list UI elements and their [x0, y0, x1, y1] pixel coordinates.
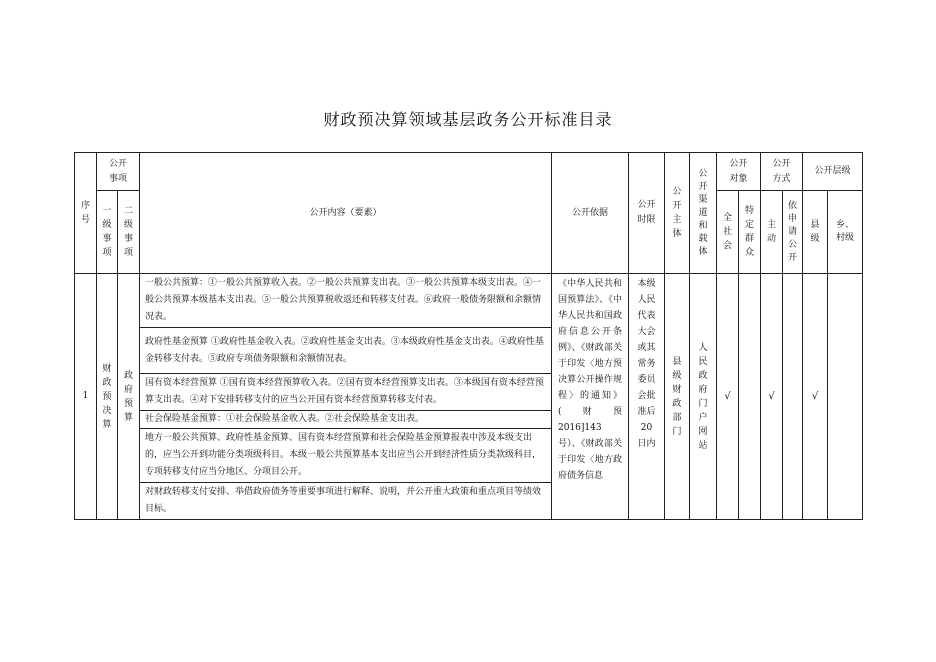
header-basis: 公开依据 [552, 153, 629, 274]
content-item: 一般公共预算：①一般公共预算收入表。②一般公共预算支出表。③一般公共预算本级支出表。④一般公共预算本级基本支出表。⑤一般公共预算税收返还和转移支付表。⑥政府一般债务限额和余额情况表。 [140, 274, 552, 328]
row-basis: 《中华人民共和国预算法》、《中华人民共和国政府信息公开条例》、《财政部关于印发〈地方预决算公开操作规程〉的通知》(财预 2016]143号）、《财政部关于印发〈地方政府债务信息 [552, 274, 629, 520]
header-subject: 公开主体 [665, 153, 690, 274]
disclosure-catalog-table [74, 152, 863, 520]
header-matter: 公开事项 [97, 153, 140, 191]
row-level-county: √ [803, 274, 828, 520]
row-level1: 财政预决算 [97, 274, 118, 520]
row-level-township [828, 274, 863, 520]
header-time-limit: 公开时限 [629, 153, 665, 274]
header-method-active: 主动 [761, 191, 783, 274]
row-seq: 1 [75, 274, 97, 520]
header-level-township: 乡、村级 [828, 191, 863, 274]
row-method-request [783, 274, 803, 520]
header-target-all: 全社会 [717, 191, 739, 274]
header-level-county: 县级 [803, 191, 828, 274]
header-level1: 一级事项 [97, 191, 118, 274]
content-item: 对财政转移支付安排、举借政府债务等重要事项进行解释、说明，并公开重大政策和重点项目等绩效目标。 [140, 483, 552, 520]
row-channel: 人民政府门户网站 [690, 274, 717, 520]
content-item: 社会保险基金预算：①社会保险基金收入表。②社会保险基金支出表。 [140, 411, 552, 429]
row-target-specific [739, 274, 761, 520]
header-method: 公开方式 [761, 153, 803, 191]
row-method-active: √ [761, 274, 783, 520]
content-item: 地方一般公共预算、政府性基金预算、国有资本经营预算和社会保险基金预算报表中涉及本级支出的，应当公开到功能分类项级科目。本级一般公共预算基本支出应当公开到经济性质分类款级科目，专项转移支付应当分地区、分项目公开。 [140, 429, 552, 483]
header-level2: 二级事项 [118, 191, 140, 274]
row-level2: 政府预算 [118, 274, 140, 520]
row-time-limit: 本级人民代表大会或其常务委员会批准后20日内 [629, 274, 665, 520]
content-item: 政府性基金预算 ①政府性基金收入表。②政府性基金支出表。③本级政府性基金支出表。④政府性基金转移支付表。⑤政府专项债务限额和余额情况表。 [140, 328, 552, 374]
header-method-request: 依申请公开 [783, 191, 803, 274]
header-channel: 公开渠道和载体 [690, 153, 717, 274]
header-target: 公开对象 [717, 153, 761, 191]
row-subject: 县级财政部门 [665, 274, 690, 520]
page-title: 财政预决算领域基层政务公开标准目录 [323, 110, 613, 129]
header-target-specific: 特定群众 [739, 191, 761, 274]
header-content: 公开内容（要素） [140, 153, 552, 274]
row-target-all: √ [717, 274, 739, 520]
header-seq: 序号 [75, 153, 97, 274]
content-item: 国有资本经营预算 ①国有资本经营预算收入表。②国有资本经营预算支出表。③本级国有资本经营预算支出表。④对下安排转移支付的应当公开国有资本经营预算转移支付表。 [140, 374, 552, 411]
header-level: 公开层级 [803, 153, 863, 191]
